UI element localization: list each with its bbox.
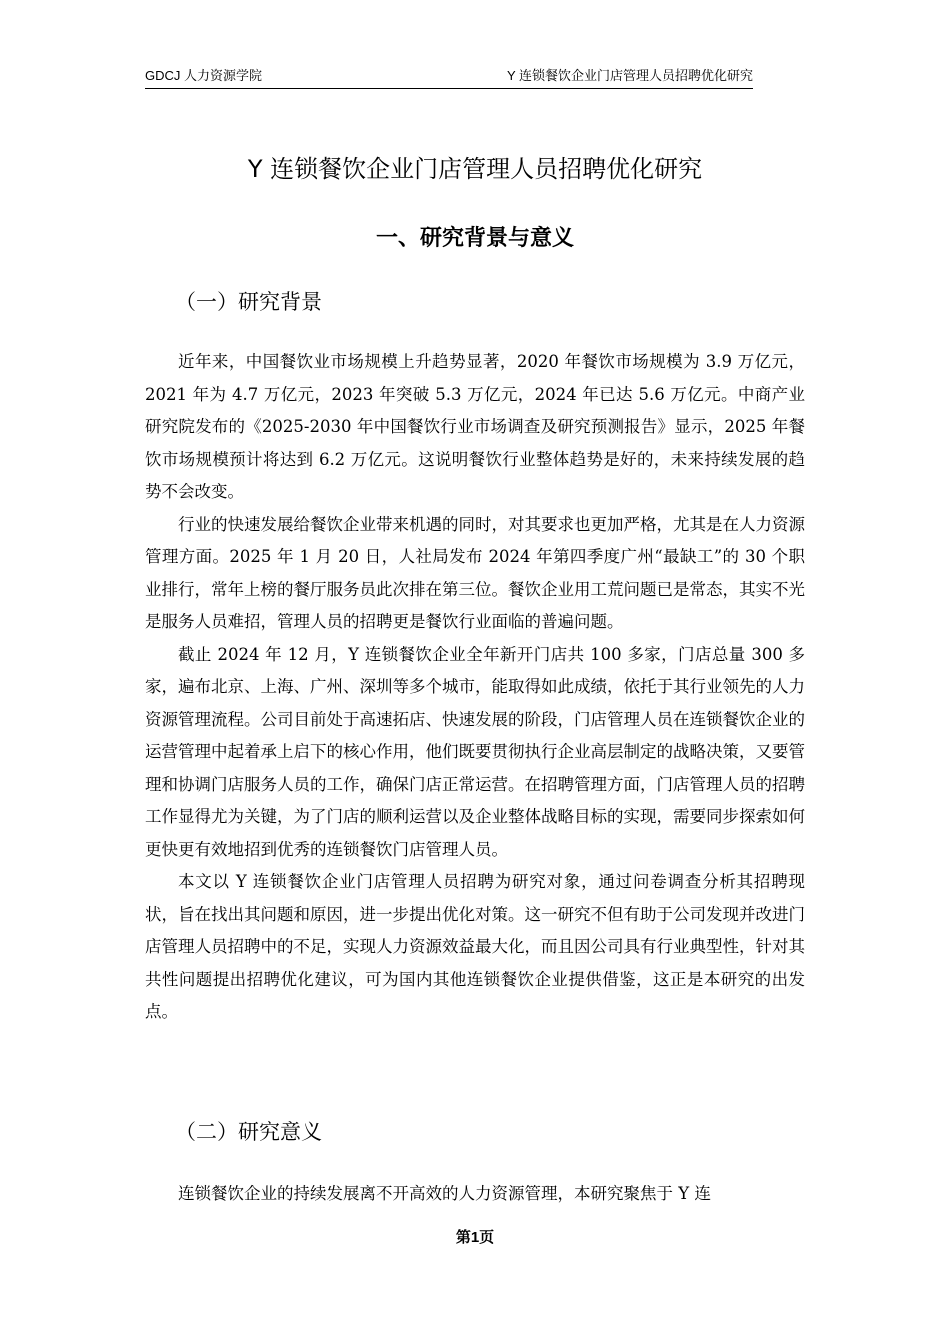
paragraph: 行业的快速发展给餐饮企业带来机遇的同时，对其要求也更加严格，尤其是在人力资源管理方面。2025 年 1 月 20 日，人社局发布 2024 年第四季度广州“最缺工”的 30 个职业排行，常年上榜的餐厅服务员此次排在第三位。餐饮企业用工荒问题已是常态，其实不光是服务人员难招，管理人员的招聘更是餐饮行业面临的普遍问题。 xyxy=(145,514,805,631)
background-body xyxy=(145,346,805,1029)
header-right-text: Y 连锁餐饮企业门店管理人员招聘优化研究 xyxy=(506,68,753,83)
page-number: 第1页 xyxy=(455,1229,495,1246)
section-heading: 一、研究背景与意义 xyxy=(375,226,574,251)
subsection-heading-significance: （二）研究意义 xyxy=(175,1120,322,1144)
paragraph: 连锁餐饮企业的持续发展离不开高效的人力资源管理，本研究聚焦于 Y 连 xyxy=(178,1184,711,1203)
document-title: Y 连锁餐饮企业门店管理人员招聘优化研究 xyxy=(247,155,703,183)
paragraph: 截止 2024 年 12 月，Y 连锁餐饮企业全年新开门店共 100 多家，门店总量 300 多家，遍布北京、上海、广州、深圳等多个城市，能取得如此成绩，依托于其行业领先的人力资源管理流程。公司目前处于高速拓店、快速发展的阶段，门店管理人员在连锁餐饮企业的运营管理中起着承上启下的核心作用，他们既要贯彻执行企业高层制定的战略决策，又要管理和协调门店服务人员的工作，确保门店正常运营。在招聘管理方面，门店管理人员的招聘工作显得尤为关键，为了门店的顺利运营以及企业整体战略目标的实现，需要同步探索如何更快更有效地招到优秀的连锁餐饮门店管理人员。 xyxy=(145,644,805,859)
page-header xyxy=(145,66,753,89)
subsection-heading-background: （一）研究背景 xyxy=(175,290,322,314)
paragraph: 近年来，中国餐饮业市场规模上升趋势显著，2020 年餐饮市场规模为 3.9 万亿元，2021 年为 4.7 万亿元，2023 年突破 5.3 万亿元，2024 年已达 5.6 万亿元。中商产业研究院发布的《2025-2030 年中国餐饮行业市场调查及研究预测报告》显示，2025 年餐饮市场规模预计将达到 6.2 万亿元。这说明餐饮行业整体趋势是好的，未来持续发展的趋势不会改变。 xyxy=(145,352,805,501)
header-left-text: GDCJ 人力资源学院 xyxy=(145,68,263,83)
paragraph: 本文以 Y 连锁餐饮企业门店管理人员招聘为研究对象，通过问卷调查分析其招聘现状，旨在找出其问题和原因，进一步提出优化对策。这一研究不但有助于公司发现并改进门店管理人员招聘中的不足，实现人力资源效益最大化，而且因公司具有行业典型性，针对其共性问题提出招聘优化建议，可为国内其他连锁餐饮企业提供借鉴，这正是本研究的出发点。 xyxy=(145,872,805,1021)
significance-body xyxy=(145,1178,805,1212)
